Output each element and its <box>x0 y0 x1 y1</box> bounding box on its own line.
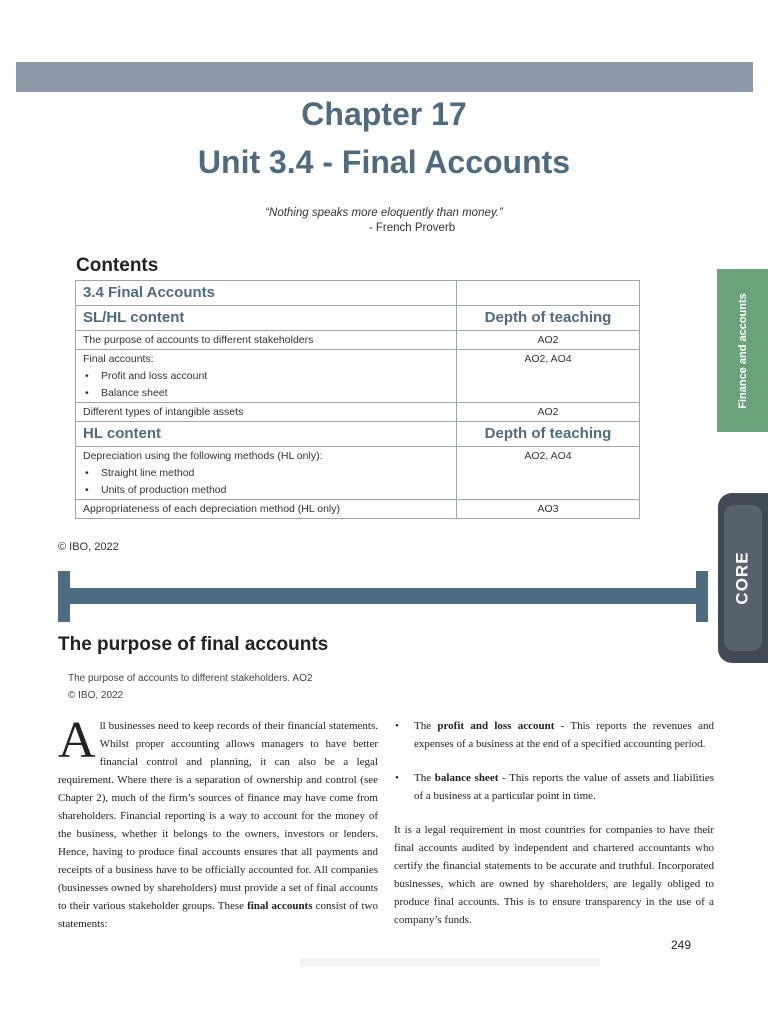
table-row <box>76 281 640 306</box>
list-item: • Profit and loss account <box>83 370 449 382</box>
body-bold-term: profit and loss account <box>437 720 555 732</box>
list-item: • Units of production method <box>83 484 449 496</box>
list-item: • Balance sheet <box>83 387 449 399</box>
body-left-column <box>58 712 378 933</box>
table-row <box>76 350 640 403</box>
quote: “Nothing speaks more eloquently than money.” <box>265 207 503 219</box>
contents-heading: Contents <box>76 255 159 276</box>
sl-hl-header: SL/HL content <box>76 306 457 331</box>
table-row <box>76 447 640 500</box>
row-depth: AO3 <box>457 500 640 519</box>
row-depth: AO2, AO4 <box>457 447 640 500</box>
divider-right-cap <box>696 571 708 622</box>
page-number: 249 <box>671 938 692 952</box>
quote-source: - French Proverb <box>368 222 456 234</box>
unit-title: Unit 3.4 - Final Accounts <box>197 144 571 180</box>
row-depth: AO2, AO4 <box>457 350 640 403</box>
row-depth: AO2 <box>457 331 640 350</box>
list-item: • The balance sheet - This reports the value of assets and liabilities of a business at a particular point in time. <box>394 769 714 805</box>
row-content: Appropriateness of each depreciation method (HL only) <box>76 500 457 519</box>
table-header-row <box>76 422 640 447</box>
unit-label: 3.4 Final Accounts <box>76 281 457 306</box>
table-row <box>76 500 640 519</box>
table-row <box>76 331 640 350</box>
table-row <box>76 403 640 422</box>
section-divider <box>58 588 708 604</box>
body-bold-term: balance sheet <box>434 772 499 784</box>
drop-cap: A <box>58 712 96 769</box>
body-text: consist of two statements: <box>58 900 378 930</box>
row-content: The purpose of accounts to different stakeholders <box>76 331 457 350</box>
finance-tab-label: Finance and accounts <box>736 292 749 409</box>
body-right-column <box>394 717 714 929</box>
chapter-title: Chapter 17 <box>301 96 467 132</box>
header-band <box>16 62 753 92</box>
body-text: ll businesses need to keep records of their financial statements. Whilst proper accounting allows managers to have better financial control and planning, it can also be a legal requirement. Where there is a separation of ownership and control (see Chapter 2), much of the firm’s sources of finance may have come from shareholders. Financial reporting is a way to account for the money of the business, whether it belongs to the owners, investors or lenders. Hence, having to produce final accounts ensures that all payments and receipts of a business have to be officially accounted for. All companies (businesses owned by shareholders) must provide a set of final accounts to their various stakeholder groups. These <box>58 720 378 912</box>
body-paragraph: It is a legal requirement in most countries for companies to have their final accounts audited by independent and chartered accountants who certify the financial statements to be accurate and truthful. Incorporated businesses, which are owned by shareholders, are legally obliged to produce final accounts. This is to ensure transparency in the use of a company’s funds. <box>394 824 714 926</box>
row-content: Final accounts: <box>83 353 154 365</box>
depth-header: Depth of teaching <box>457 306 640 331</box>
depth-header: Depth of teaching <box>457 422 640 447</box>
contents-table <box>75 280 640 519</box>
row-content: Depreciation using the following methods (HL only): <box>83 450 323 462</box>
table-header-row <box>76 306 640 331</box>
list-item: • Straight line method <box>83 467 449 479</box>
row-depth: AO2 <box>457 403 640 422</box>
section-copyright: © IBO, 2022 <box>68 690 124 701</box>
section-title: The purpose of final accounts <box>58 634 329 655</box>
list-item: • The profit and loss account - This reports the revenues and expenses of a business at the end of a specified accounting period. <box>394 717 714 753</box>
section-subtitle: The purpose of accounts to different stakeholders. AO2 <box>68 673 313 684</box>
contents-copyright: © IBO, 2022 <box>58 541 119 553</box>
hl-header: HL content <box>76 422 457 447</box>
row-content: Different types of intangible assets <box>76 403 457 422</box>
body-bold-term: final accounts <box>247 900 313 912</box>
core-tab-label: CORE <box>733 551 752 605</box>
